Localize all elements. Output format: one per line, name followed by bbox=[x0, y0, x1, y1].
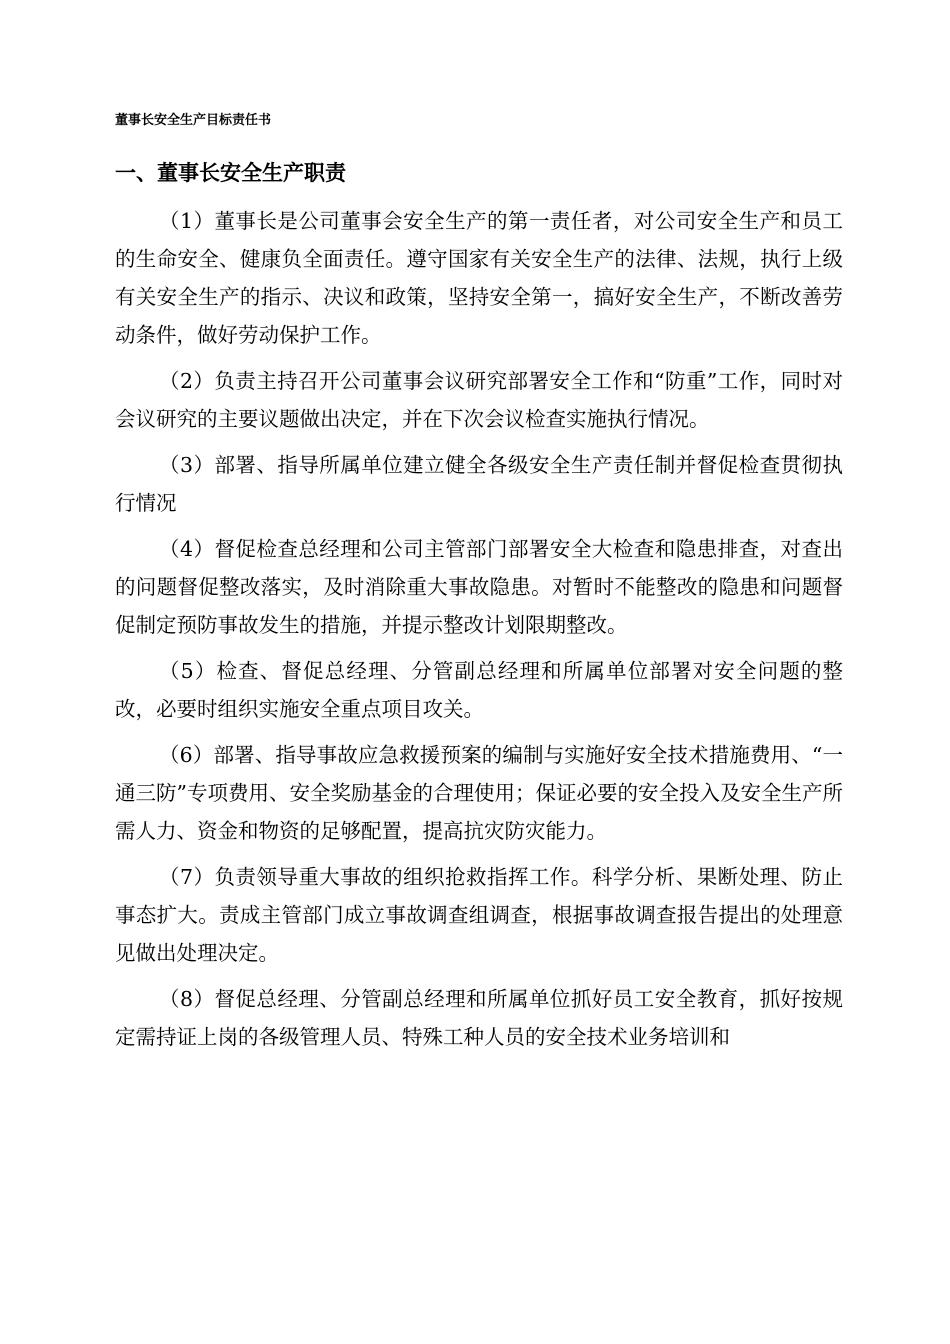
paragraph-6: （6）部署、指导事故应急救援预案的编制与实施好安全技术措施费用、“一通三防”专项费用、安全奖励基金的合理使用；保证必要的安全投入及安全生产所需人力、资金和物资的足够配置，提高抗灾防灾能力。 bbox=[115, 743, 843, 843]
document-body bbox=[115, 202, 843, 1064]
paragraph-5: （5）检查、督促总经理、分管副总经理和所属单位部署对安全问题的整改，必要时组织实施安全重点项目攻关。 bbox=[115, 659, 843, 721]
paragraph-4: （4）督促检查总经理和公司主管部门部署安全大检查和隐患排查，对查出的问题督促整改落实，及时消除重大事故隐患。对暂时不能整改的隐患和问题督促制定预防事故发生的措施，并提示整改计划限期整改。 bbox=[115, 537, 843, 637]
section-heading: 一、董事长安全生产职责 bbox=[115, 161, 346, 185]
paragraph-2: （2）负责主持召开公司董事会议研究部署安全工作和“防重”工作，同时对会议研究的主要议题做出决定，并在下次会议检查实施执行情况。 bbox=[115, 369, 843, 431]
document-title: 董事长安全生产目标责任书 bbox=[115, 113, 272, 128]
paragraph-8: （8）督促总经理、分管副总经理和所属单位抓好员工安全教育，抓好按规定需持证上岗的各级管理人员、特殊工种人员的安全技术业务培训和 bbox=[115, 987, 843, 1049]
paragraph-3: （3）部署、指导所属单位建立健全各级安全生产责任制并督促检查贯彻执行情况 bbox=[115, 453, 843, 515]
paragraph-1: （1）董事长是公司董事会安全生产的第一责任者，对公司安全生产和员工的生命安全、健康负全面责任。遵守国家有关安全生产的法律、法规，执行上级有关安全生产的指示、决议和政策，坚持安全第一，搞好安全生产，不断改善劳动条件，做好劳动保护工作。 bbox=[115, 209, 843, 347]
paragraph-7: （7）负责领导重大事故的组织抢救指挥工作。科学分析、果断处理、防止事态扩大。责成主管部门成立事故调查组调查，根据事故调查报告提出的处理意见做出处理决定。 bbox=[115, 865, 843, 965]
